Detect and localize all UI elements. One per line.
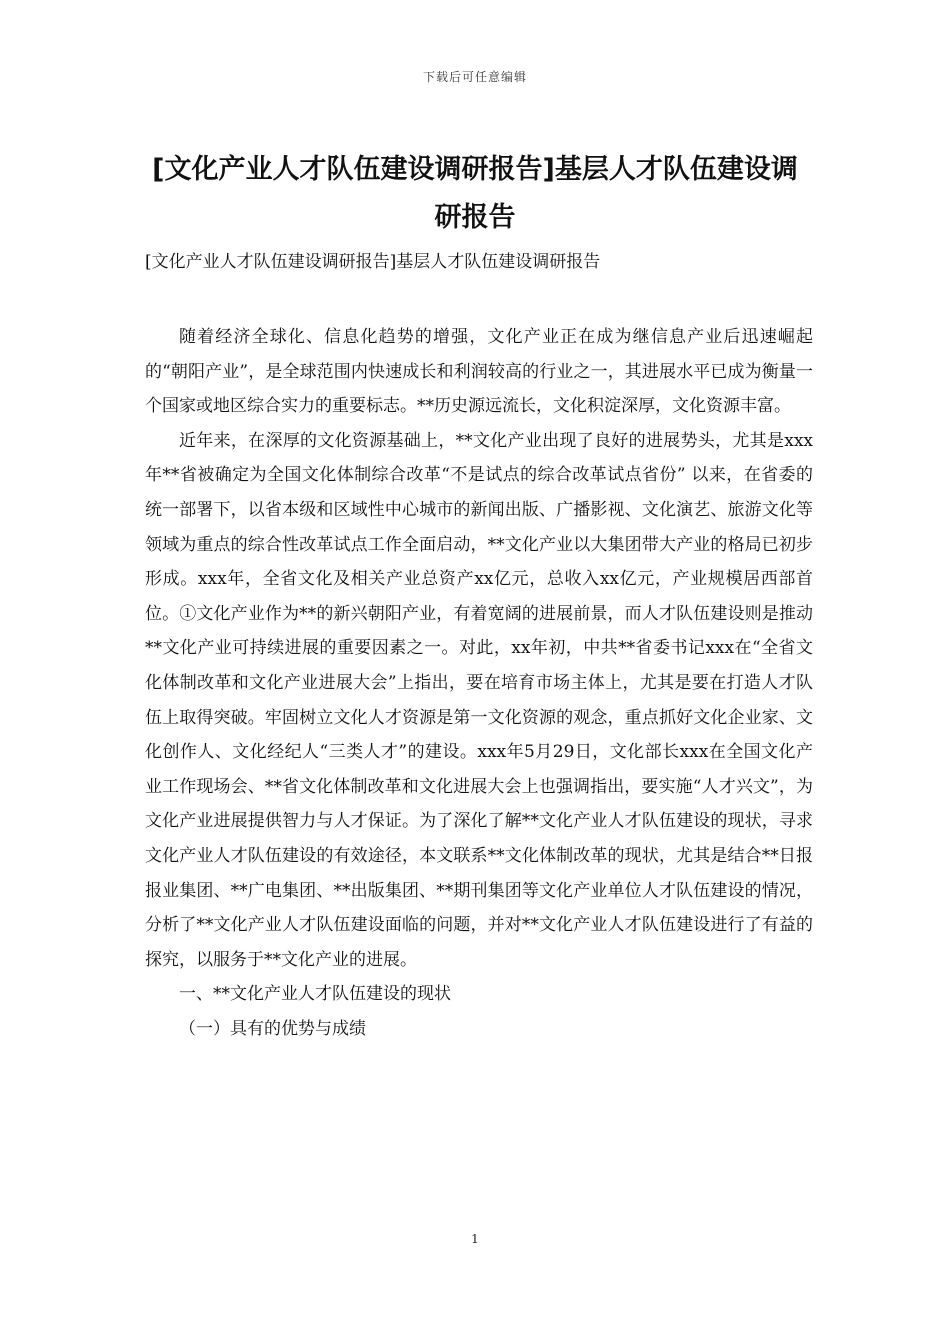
page-header-note: 下载后可任意编辑 bbox=[422, 70, 527, 84]
page-number: 1 bbox=[471, 1232, 479, 1246]
document-subtitle: [文化产业人才队伍建设调研报告]基层人才队伍建设调研报告 bbox=[145, 252, 601, 272]
document-body bbox=[145, 320, 813, 1046]
body-paragraph: 近年来，在深厚的文化资源基础上，**文化产业出现了良好的进展势头，尤其是xxx年**省被确定为全国文化体制综合改革“不是试点的综合改革试点省份” 以来，在省委的统一部署下，以省本级和区域性中心城市的新闻出版、广播影视、文化演艺、旅游文化等领域为重点的综合性改革试点工作全面启动，**文化产业以大集团带大产业的格局已初步形成。xxx年，全省文化及相关产业总资产xx亿元，总收入xx亿元，产业规模居西部首位。①文化产业作为**的新兴朝阳产业，有着宽阔的进展前景，而人才队伍建设则是推动**文化产业可持续进展的重要因素之一。对此，xx年初，中共**省委书记xxx在“全省文化体制改革和文化产业进展大会”上指出，要在培育市场主体上，尤其是要在打造人才队伍上取得突破。牢固树立文化人才资源是第一文化资源的观念，重点抓好文化企业家、文化创作人、文化经纪人“三类人才”的建设。xxx年5月29日，文化部长xxx在全国文化产业工作现场会、**省文化体制改革和文化进展大会上也强调指出，要实施“人才兴文”，为文化产业进展提供智力与人才保证。为了深化了解**文化产业人才队伍建设的现状，寻求文化产业人才队伍建设的有效途径，本文联系**文化体制改革的现状，尤其是结合**日报报业集团、**广电集团、**出版集团、**期刊集团等文化产业单位人才队伍建设的情况，分析了**文化产业人才队伍建设面临的问题，并对**文化产业人才队伍建设进行了有益的探究，以服务于**文化产业的进展。 bbox=[145, 430, 813, 970]
body-paragraph: 随着经济全球化、信息化趋势的增强，文化产业正在成为继信息产业后迅速崛起的“朝阳产业”，是全球范围内快速成长和利润较高的行业之一，其进展水平已成为衡量一个国家或地区综合实力的重要标志。**历史源远流长，文化积淀深厚，文化资源丰富。 bbox=[145, 327, 813, 417]
document-title: [文化产业人才队伍建设调研报告]基层人才队伍建设调研报告 bbox=[152, 154, 798, 233]
sub-heading: （一）具有的优势与成绩 bbox=[179, 1018, 366, 1039]
section-heading: 一、**文化产业人才队伍建设的现状 bbox=[179, 984, 451, 1005]
